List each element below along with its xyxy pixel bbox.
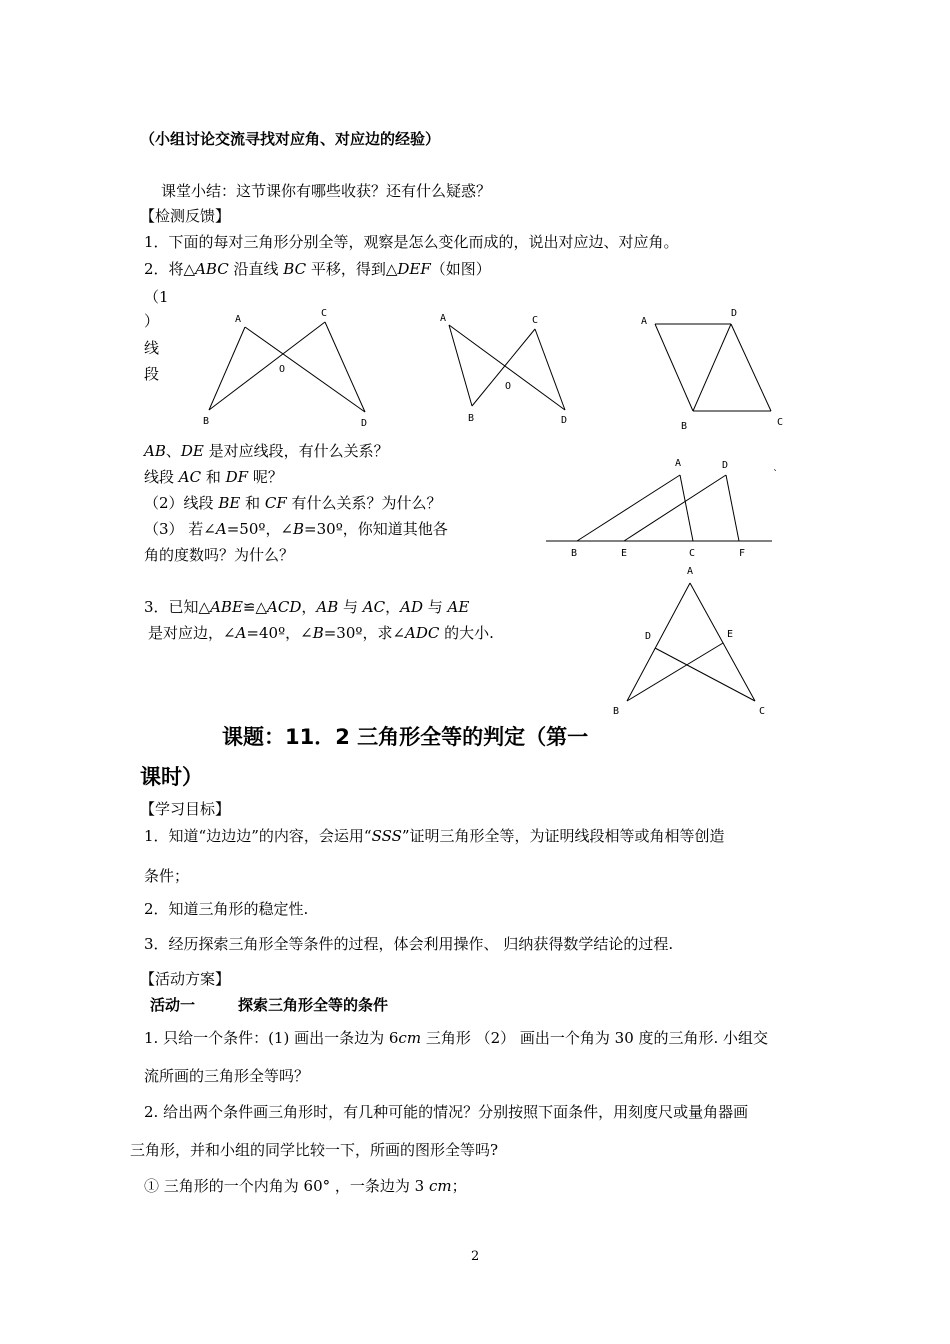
figure-3-parallelogram [635, 305, 790, 435]
fig4-label-d: D [722, 460, 729, 471]
fig5-label-b: B [613, 706, 620, 717]
q2-part3-line2: 角的度数吗？为什么？ [144, 546, 295, 564]
question-1: 1．下面的每对三角形分别全等，观察是怎么变化而成的，说出对应边、对应角。 [144, 233, 679, 251]
fig5-label-d: D [645, 631, 652, 642]
fig1-label-d: D [361, 418, 368, 429]
activity-item-2-line2: 三角形，并和小组的同学比较一下，所画的图形全等吗? [130, 1141, 499, 1159]
q2-vertical-4: 段 [144, 365, 160, 383]
fig2-label-a: A [440, 313, 447, 324]
fig4-label-f: F [739, 548, 746, 559]
question-3-line2: 是对应边，∠A=40º，∠B=30º，求∠ADC 的大小. [148, 624, 494, 642]
q2-part1-ab-de: AB、DE 是对应线段，有什么关系？ [144, 442, 389, 460]
activity-item-1-line2: 流所画的三角形全等吗？ [144, 1067, 310, 1085]
fig2-label-d: D [561, 415, 568, 426]
plan-header: 【活动方案】 [140, 970, 231, 988]
fig5-label-c: C [759, 706, 766, 717]
fig4-label-a: A [675, 458, 682, 469]
fig4-label-e: E [621, 548, 628, 559]
discussion-note: （小组讨论交流寻找对应角、对应边的经验） [140, 130, 441, 148]
lesson-summary: 课堂小结：这节课你有哪些收获？还有什么疑惑？ [161, 182, 492, 200]
page-number: 2 [471, 1249, 480, 1264]
q2-vertical-2: ） [144, 312, 160, 330]
fig5-label-a: A [687, 566, 694, 577]
activity-item-1: 1. 只给一个条件：(1) 画出一条边为 6cm 三角形 （2） 画出一个角为 30 度的三角形. 小组交 [144, 1029, 769, 1047]
goal-1-line2: 条件； [144, 867, 190, 885]
q2-part3: （3） 若∠A=50º，∠B=30º，你知道其他各 [144, 520, 448, 538]
figure-1-bowtie [195, 300, 385, 435]
feedback-header: 【检测反馈】 [140, 207, 231, 225]
fig5-label-e: E [727, 629, 734, 640]
figure-2-crossed [435, 305, 580, 430]
activity-1-label: 活动一 [150, 996, 196, 1014]
fig4-label-c: C [689, 548, 696, 559]
fig3-label-b: B [681, 421, 688, 432]
fig3-label-d: D [731, 308, 738, 319]
fig1-label-o: O [279, 364, 286, 375]
fig2-label-o: O [505, 381, 512, 392]
lesson-title-line2: 课时） [140, 765, 203, 789]
fig2-label-b: B [468, 413, 475, 424]
goal-1: 1．知道“边边边”的内容，会运用“SSS”证明三角形全等，为证明线段相等或角相等创造 [144, 827, 725, 845]
fig3-label-a: A [641, 316, 648, 327]
question-3: 3．已知△ABE≌△ACD，AB 与 AC，AD 与 AE [144, 598, 470, 616]
fig1-label-a: A [235, 314, 242, 325]
fig4-label-b: B [571, 548, 578, 559]
fig1-label-c: C [321, 308, 328, 319]
activity-item-2: 2. 给出两个条件画三角形时，有几种可能的情况？分别按照下面条件，用刻度尺或量角器画 [144, 1103, 749, 1121]
figure-4-translation [540, 450, 780, 570]
fig4-mark: ˎ [772, 460, 779, 471]
q2-part2: （2）线段 BE 和 CF 有什么关系？为什么？ [144, 494, 442, 512]
question-2: 2．将△ABC 沿直线 BC 平移，得到△DEF（如图） [144, 260, 491, 278]
fig2-label-c: C [532, 315, 539, 326]
fig3-label-c: C [777, 417, 784, 428]
goal-2: 2．知道三角形的稳定性. [144, 900, 309, 918]
lesson-title-line1: 课题：11．2 三角形全等的判定（第一 [222, 725, 589, 749]
fig1-label-b: B [203, 416, 210, 427]
q2-vertical-1: （1 [144, 288, 169, 306]
q2-part1-ac-df: 线段 AC 和 DF 呢？ [144, 468, 283, 486]
activity-1-title: 探索三角形全等的条件 [238, 996, 389, 1014]
goal-3: 3．经历探索三角形全等条件的过程，体会利用操作、 归纳获得数学结论的过程. [144, 935, 674, 953]
q2-vertical-3: 线 [144, 339, 160, 357]
goals-header: 【学习目标】 [140, 800, 231, 818]
figure-5-congruent [605, 560, 775, 720]
activity-item-3: ① 三角形的一个内角为 60° ，一条边为 3 cm； [144, 1177, 467, 1195]
